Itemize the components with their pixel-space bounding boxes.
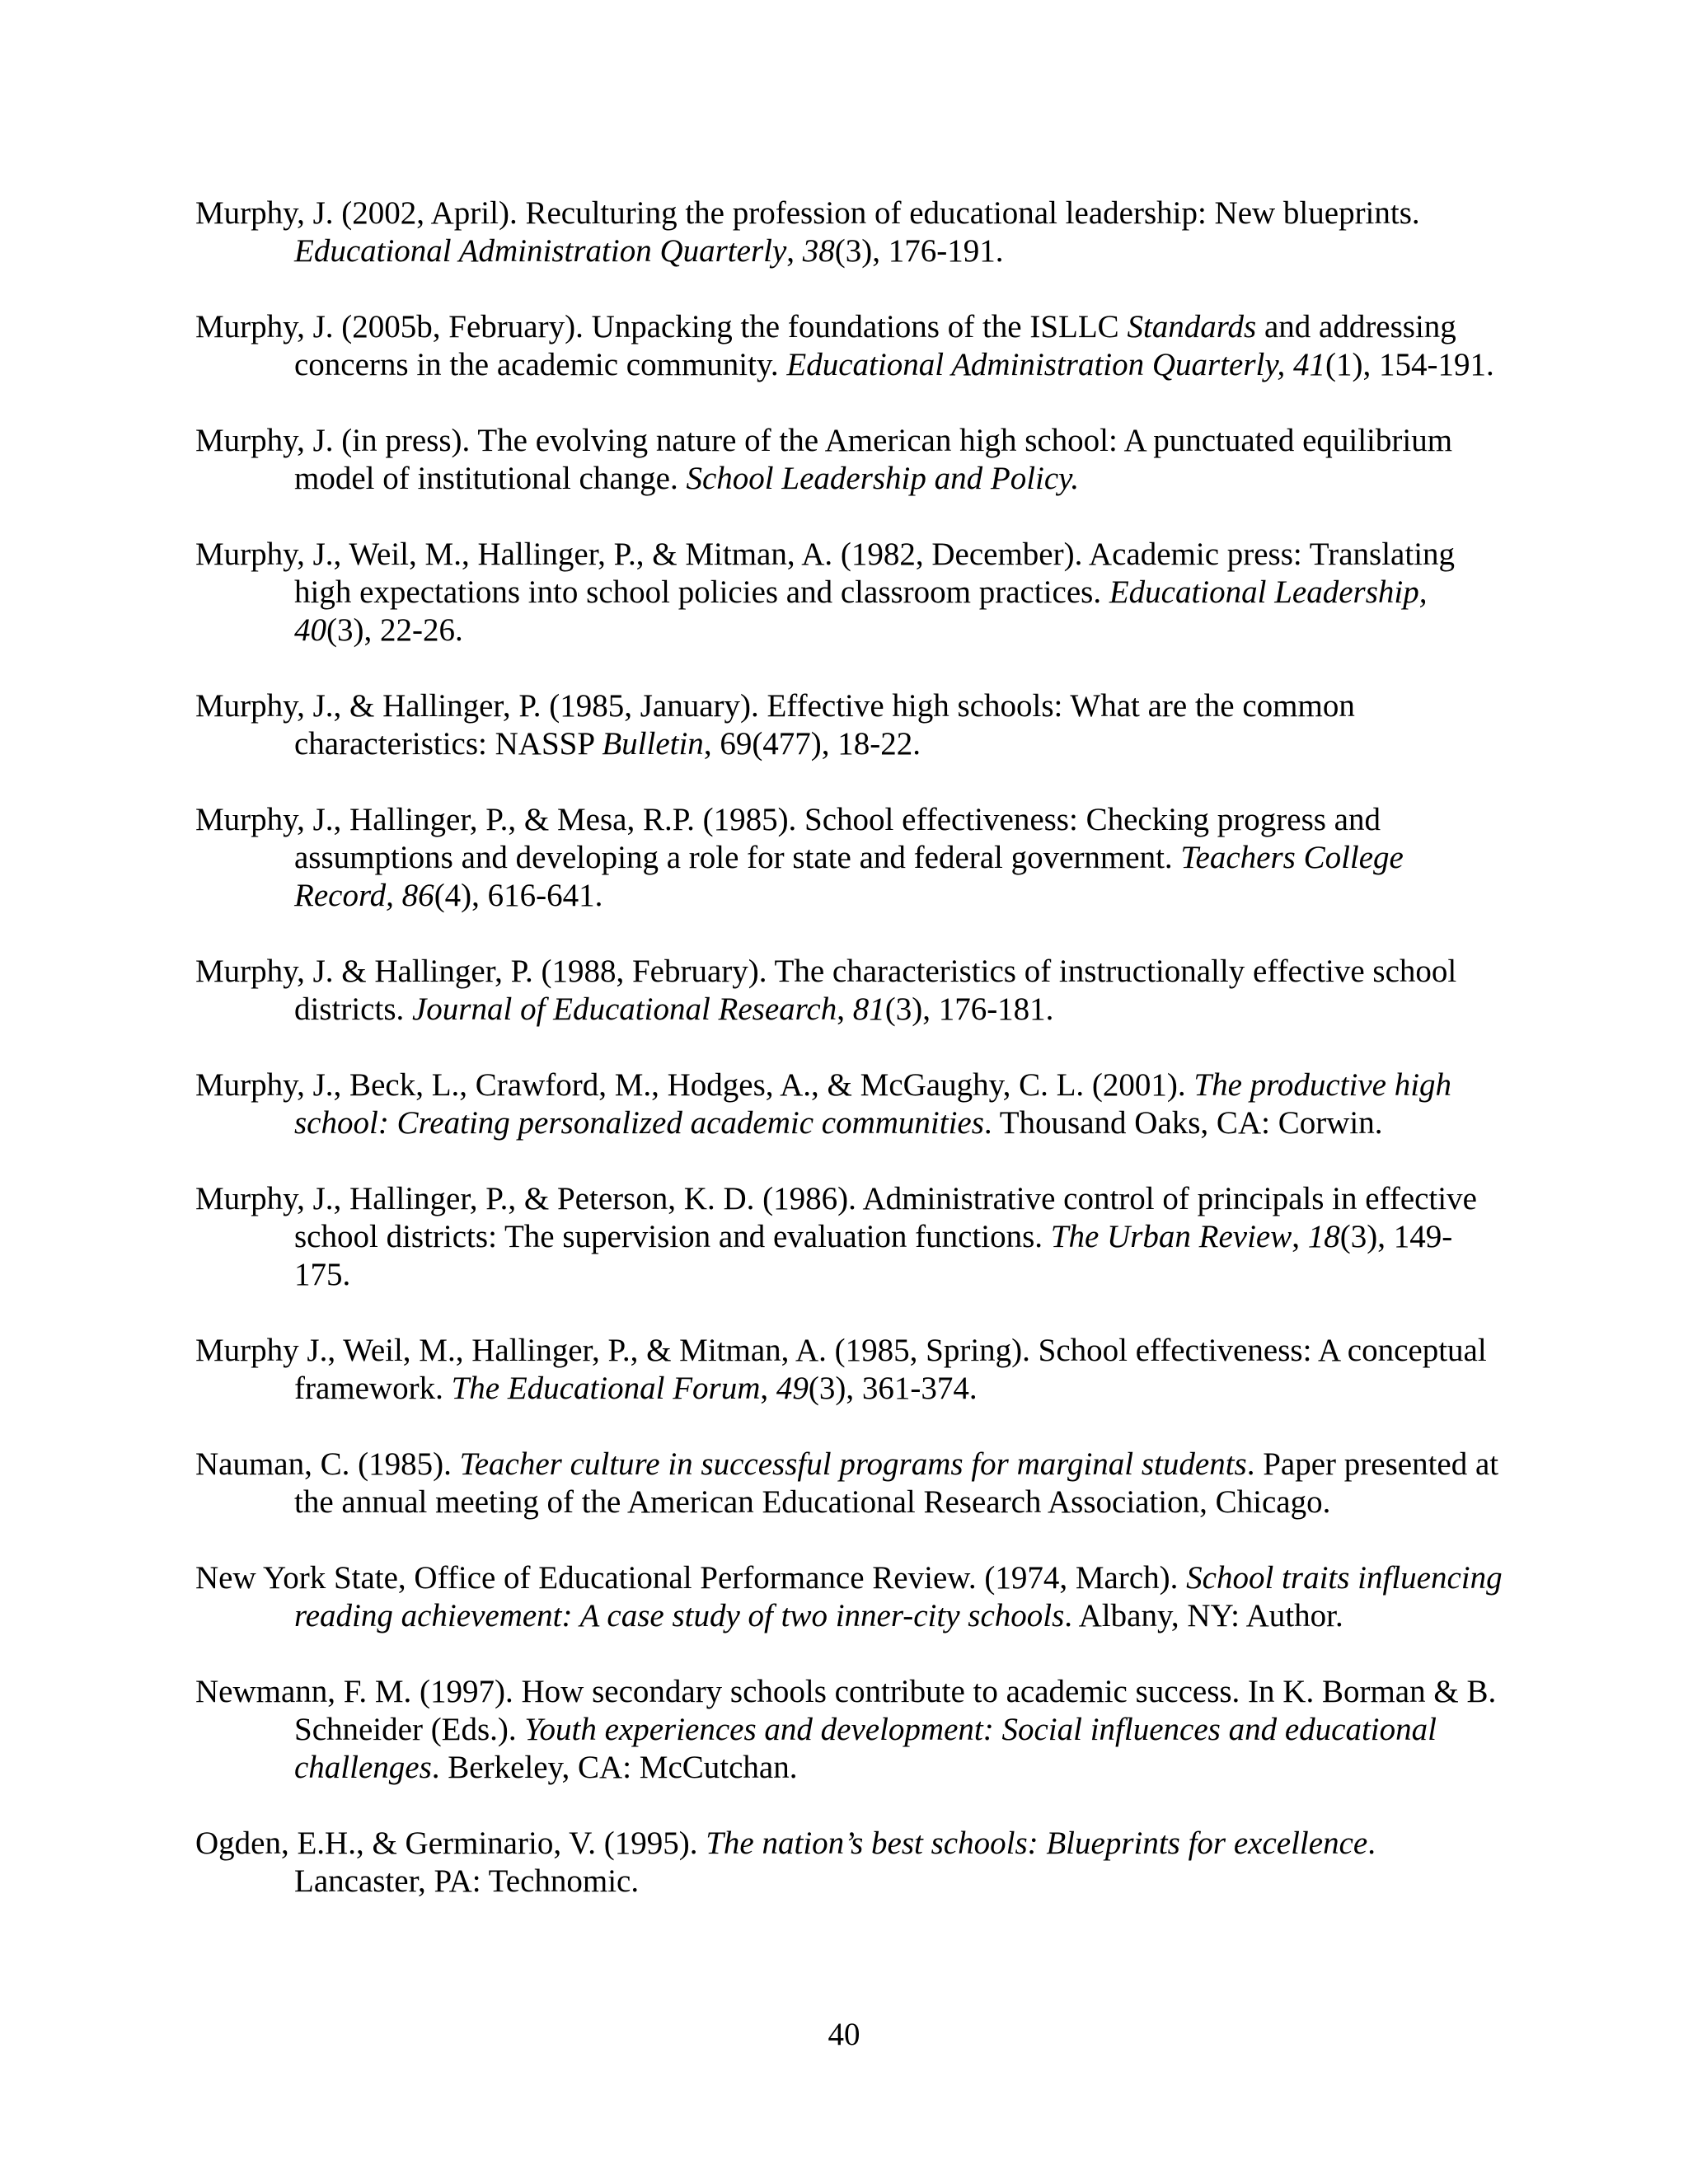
- reference-text: ,: [1292, 1219, 1308, 1254]
- reference-text: Murphy, J., Weil, M., Hallinger, P., & Mitman, A. (1982, December). Academic press: Translating high expectations into school policies and classroom practices.: [195, 537, 1456, 610]
- reference-text: Murphy, J. (2002, April). Reculturing the profession of educational leadership: New blueprints.: [195, 195, 1420, 231]
- reference-italic-text: Teachers College Record, 86: [294, 840, 1404, 913]
- reference-text: Murphy, J. (in press). The evolving nature of the American high school: A punctuated equilibrium model of institutional change.: [195, 423, 1453, 496]
- page-number: 40: [828, 2017, 860, 2052]
- reference-entry: [195, 536, 1506, 649]
- reference-text: . Berkeley, CA: McCutchan.: [431, 1750, 798, 1785]
- reference-italic-text: Teacher culture in successful programs for marginal students: [459, 1446, 1247, 1482]
- reference-entry: [195, 801, 1506, 915]
- reference-italic-text: Educational Administration Quarterly, 41: [786, 347, 1326, 382]
- reference-text: , 69(477), 18-22.: [703, 726, 921, 762]
- reference-text: (3), 149-175.: [294, 1219, 1453, 1292]
- reference-entry: [195, 422, 1506, 498]
- reference-text: ,: [786, 233, 803, 269]
- reference-italic-text: Standards: [1127, 309, 1257, 344]
- reference-italic-text: Journal of Educational Research: [412, 991, 837, 1027]
- reference-text: . Albany, NY: Author.: [1064, 1598, 1343, 1633]
- reference-text: New York State, Office of Educational Performance Review. (1974, March).: [195, 1560, 1187, 1596]
- reference-text: . Paper presented at the annual meeting of the American Educational Research Association, Chicago.: [294, 1446, 1499, 1520]
- reference-list: [195, 194, 1506, 1938]
- reference-italic-text: The Educational Forum: [451, 1371, 761, 1406]
- reference-entry: [195, 1446, 1506, 1521]
- reference-text: (3), 176-191.: [834, 233, 1004, 269]
- reference-entry: [195, 687, 1506, 763]
- reference-italic-text: School traits influencing reading achievement: A case study of two inner-city schools: [294, 1560, 1503, 1633]
- reference-text: (4), 616-641.: [434, 878, 603, 913]
- reference-text: Murphy J., Weil, M., Hallinger, P., & Mitman, A. (1985, Spring). School effectiveness: A conceptual framework.: [195, 1333, 1487, 1406]
- reference-entry: [195, 1673, 1506, 1787]
- reference-italic-text: 81: [852, 991, 885, 1027]
- reference-italic-text: 38: [802, 233, 835, 269]
- reference-entry: [195, 1559, 1506, 1635]
- reference-text: Murphy, J., Beck, L., Crawford, M., Hodges, A., & McGaughy, C. L. (2001).: [195, 1067, 1194, 1103]
- reference-text: Ogden, E.H., & Germinario, V. (1995).: [195, 1825, 706, 1861]
- reference-text: Newmann, F. M. (1997). How secondary schools contribute to academic success. In K. Borman & B. Schneider (Eds.).: [195, 1674, 1497, 1747]
- reference-text: Murphy, J., Hallinger, P., & Peterson, K. D. (1986). Administrative control of principals in effective school districts: The supervision and evaluation functions.: [195, 1181, 1477, 1254]
- reference-text: (3), 22-26.: [326, 612, 463, 648]
- reference-entry: [195, 1180, 1506, 1294]
- reference-text: ,: [837, 991, 853, 1027]
- reference-text: (3), 361-374.: [808, 1371, 978, 1406]
- reference-text: ,: [760, 1371, 776, 1406]
- reference-italic-text: The nation’s best schools: Blueprints for excellence: [706, 1825, 1368, 1861]
- reference-italic-text: Educational Administration Quarterly: [294, 233, 787, 269]
- reference-entry: [195, 953, 1506, 1029]
- reference-entry: [195, 308, 1506, 384]
- reference-text: . Thousand Oaks, CA: Corwin.: [983, 1105, 1383, 1141]
- reference-text: (1), 154-191.: [1325, 347, 1494, 382]
- reference-text: . Lancaster, PA: Technomic.: [294, 1825, 1376, 1899]
- reference-text: Murphy, J. & Hallinger, P. (1988, February). The characteristics of instructionally effective school districts.: [195, 954, 1457, 1027]
- reference-text: (3), 176-181.: [884, 991, 1054, 1027]
- reference-text: Murphy, J., Hallinger, P., & Mesa, R.P. (1985). School effectiveness: Checking progress and assumptions and developing a role for state and federal government.: [195, 802, 1381, 875]
- reference-italic-text: Bulletin: [602, 726, 704, 762]
- reference-italic-text: Educational Leadership, 40: [294, 574, 1428, 648]
- reference-text: and addressing concerns in the academic community.: [294, 309, 1456, 382]
- reference-entry: [195, 1066, 1506, 1142]
- reference-italic-text: School Leadership and Policy.: [686, 461, 1080, 496]
- reference-text: Nauman, C. (1985).: [195, 1446, 460, 1482]
- reference-italic-text: The Urban Review: [1050, 1219, 1292, 1254]
- reference-italic-text: 18: [1307, 1219, 1340, 1254]
- reference-entry: [195, 1332, 1506, 1408]
- reference-entry: [195, 194, 1506, 270]
- reference-italic-text: 49: [776, 1371, 809, 1406]
- reference-text: Murphy, J. (2005b, February). Unpacking the foundations of the ISLLC: [195, 309, 1128, 344]
- reference-entry: [195, 1825, 1506, 1900]
- reference-italic-text: The productive high school: Creating personalized academic communities: [294, 1067, 1452, 1141]
- reference-italic-text: Youth experiences and development: Social influences and educational challenges: [294, 1712, 1437, 1785]
- reference-text: Murphy, J., & Hallinger, P. (1985, January). Effective high schools: What are the common characteristics: NASSP: [195, 688, 1355, 762]
